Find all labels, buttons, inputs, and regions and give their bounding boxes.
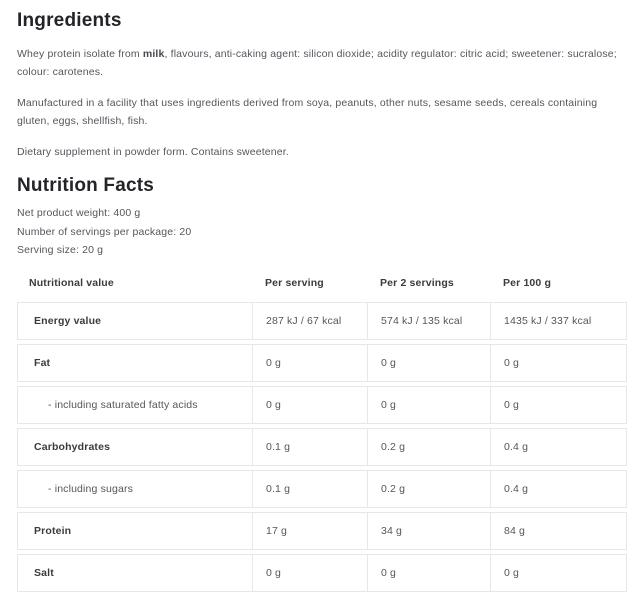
serving-size-line: Serving size: 20 g	[17, 244, 104, 256]
row-value: 0 g	[490, 386, 627, 424]
column-header: Per 100 g	[503, 276, 552, 289]
table-row	[17, 428, 627, 466]
row-value: 17 g	[252, 512, 367, 550]
row-value: 0.2 g	[367, 428, 490, 466]
row-label: Energy value	[17, 302, 252, 340]
table-row	[17, 470, 627, 508]
table-row	[17, 554, 627, 592]
row-value: 1435 kJ / 337 kcal	[490, 302, 627, 340]
row-label: - including sugars	[17, 470, 252, 508]
row-value: 34 g	[367, 512, 490, 550]
row-value: 0 g	[252, 554, 367, 592]
row-label: Salt	[17, 554, 252, 592]
table-row	[17, 302, 627, 340]
row-value: 287 kJ / 67 kcal	[252, 302, 367, 340]
row-value: 0 g	[252, 344, 367, 382]
row-value: 0.4 g	[490, 470, 627, 508]
row-label: Carbohydrates	[17, 428, 252, 466]
ingredients-paragraph-facility: Manufactured in a facility that uses ingredients derived from soya, peanuts, other nuts, sesame seeds, cereals containing gluten, eggs, shellfish, fish.	[17, 97, 598, 127]
row-value: 0 g	[252, 386, 367, 424]
row-value: 0.2 g	[367, 470, 490, 508]
row-label: - including saturated fatty acids	[17, 386, 252, 424]
header-row	[17, 270, 627, 298]
nutrition-meta-block	[17, 204, 625, 260]
row-value: 0 g	[367, 386, 490, 424]
column-header: Per 2 servings	[380, 276, 454, 289]
row-value: 0.4 g	[490, 428, 627, 466]
table-row	[17, 512, 627, 550]
row-value: 0 g	[490, 554, 627, 592]
column-header: Per serving	[265, 276, 324, 289]
row-value: 0.1 g	[252, 470, 367, 508]
row-value: 0 g	[367, 554, 490, 592]
ingredients-paragraph-supplement: Dietary supplement in powder form. Contains sweetener.	[17, 146, 289, 158]
row-value: 0 g	[490, 344, 627, 382]
nutrition-table-body	[17, 302, 627, 592]
table-row	[17, 386, 627, 424]
row-value: 0.1 g	[252, 428, 367, 466]
row-value: 84 g	[490, 512, 627, 550]
servings-per-package-line: Number of servings per package: 20	[17, 225, 192, 238]
nutrition-table	[17, 266, 627, 596]
row-value: 574 kJ / 135 kcal	[367, 302, 490, 340]
ingredients-title: Ingredients	[17, 10, 122, 31]
nutrition-facts-title: Nutrition Facts	[17, 175, 155, 196]
table-row	[17, 344, 627, 382]
composition-text-prefix: Whey protein isolate from	[17, 48, 143, 60]
composition-text-suffix: , flavours, anti-caking agent: silicon dioxide; acidity regulator: citric acid; sweetener: sucralose; colour: carotenes.	[17, 48, 617, 78]
column-header: Nutritional value	[29, 276, 114, 289]
row-label: Protein	[17, 512, 252, 550]
ingredients-paragraph-composition	[17, 45, 625, 81]
row-label: Fat	[17, 344, 252, 382]
nutrition-table-header	[17, 270, 627, 298]
allergen-milk-text: milk	[142, 48, 165, 60]
net-weight-line: Net product weight: 400 g	[17, 207, 141, 219]
row-value: 0 g	[367, 344, 490, 382]
